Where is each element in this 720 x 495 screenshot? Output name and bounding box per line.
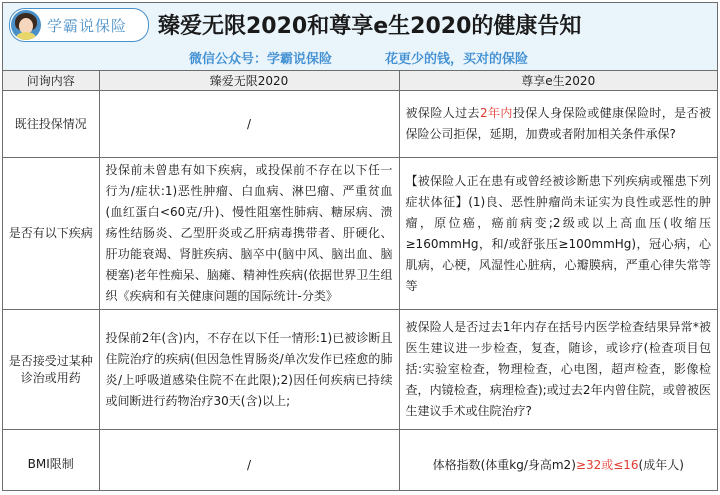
- zhenai-cell: 投保前未曾患有如下疾病，或投保前不存在以下任一行为/症状:1)恶性肿瘤、白血病、淋巴瘤、严重贫血(血红蛋白<60克/升)、慢性阻塞性肺病、糖尿病、溃疡性结肠炎、乙型肝炎或乙肝病毒携带者、肝硬化、肝功能衰竭、肾脏疾病、脑卒中(脑中风、脑出血、脑梗塞)老年性痴呆、脑瘫、精神性疾病(依据世界卫生组织《疾病和有关健康问题的国际统计-分类》: [99, 158, 399, 310]
- table-row: [3, 430, 717, 492]
- column-header-zhenai: 臻爱无限2020: [99, 71, 399, 91]
- highlight-text: 2年内: [479, 106, 513, 120]
- column-header-zunxiang: 尊享e生2020: [399, 71, 717, 91]
- avatar-icon: [11, 10, 41, 40]
- highlight-text: ≥32或≤16: [575, 458, 639, 472]
- row-label: 既往投保情况: [3, 91, 99, 158]
- zhenai-cell: /: [99, 91, 399, 158]
- comparison-table: [3, 71, 717, 491]
- table-header-row: [3, 71, 717, 91]
- zunxiang-cell: [399, 430, 717, 492]
- column-header-question: 问询内容: [3, 71, 99, 91]
- row-label: BMI限制: [3, 430, 99, 492]
- header-banner: [3, 3, 717, 71]
- cell-text: 投保人身保险或健康保险时，是否被保险公司拒保，延期，加费或者附加相关条件承保?: [405, 106, 711, 141]
- cell-text: 体格指数(体重kg/身高m2): [432, 458, 576, 472]
- health-notice-page: [2, 2, 718, 491]
- table-row: [3, 158, 717, 310]
- table-row: [3, 310, 717, 430]
- zunxiang-cell: 【被保险人正在患有或曾经被诊断患下列疾病或罹患下列症状体征】(1)良、恶性肿瘤尚未证实为良性或恶性的肿瘤，原位癌，癌前病变;2级或以上高血压(收缩压≥160mmHg，和/或舒张压≥100mmHg)，冠心病，心肌病，心梗，风湿性心脏病，心瓣膜病，严重心律失常等等: [399, 158, 717, 310]
- cell-text: 被保险人过去: [405, 106, 480, 120]
- row-label: 是否有以下疾病: [3, 158, 99, 310]
- table-row: [3, 91, 717, 158]
- zunxiang-cell: 被保险人是否过去1年内存在括号内医学检查结果异常*被医生建议进一步检查，复查，随诊，或诊疗(检查项目包括:实验室检查，物理检查，心电图，超声检查，影像检查，内镜检查，病理检查);或过去2年内曾住院，或曾被医生建议手术或住院治疗?: [399, 310, 717, 430]
- brand-logo: [9, 8, 149, 42]
- page-title: 臻爱无限2020和尊享e生2020的健康告知: [158, 14, 582, 39]
- cell-text: (成年人): [638, 458, 684, 472]
- zhenai-cell: /: [99, 430, 399, 492]
- slogan: 花更少的钱，买对的保险: [385, 52, 529, 67]
- row-label: 是否接受过某种诊治或用药: [3, 310, 99, 430]
- wechat-account-label: 微信公众号：学霸说保险: [189, 52, 333, 67]
- zunxiang-cell: [399, 91, 717, 158]
- logo-text: 学霸说保险: [47, 16, 128, 35]
- zhenai-cell: 投保前2年(含)内，不存在以下任一情形:1)已被诊断且住院治疗的疾病(但因急性胃肠炎/单次发作已痊愈的肺炎/上呼吸道感染住院不在此限);2)因任何疾病已持续或间断进行药物治疗30天(含)以上;: [99, 310, 399, 430]
